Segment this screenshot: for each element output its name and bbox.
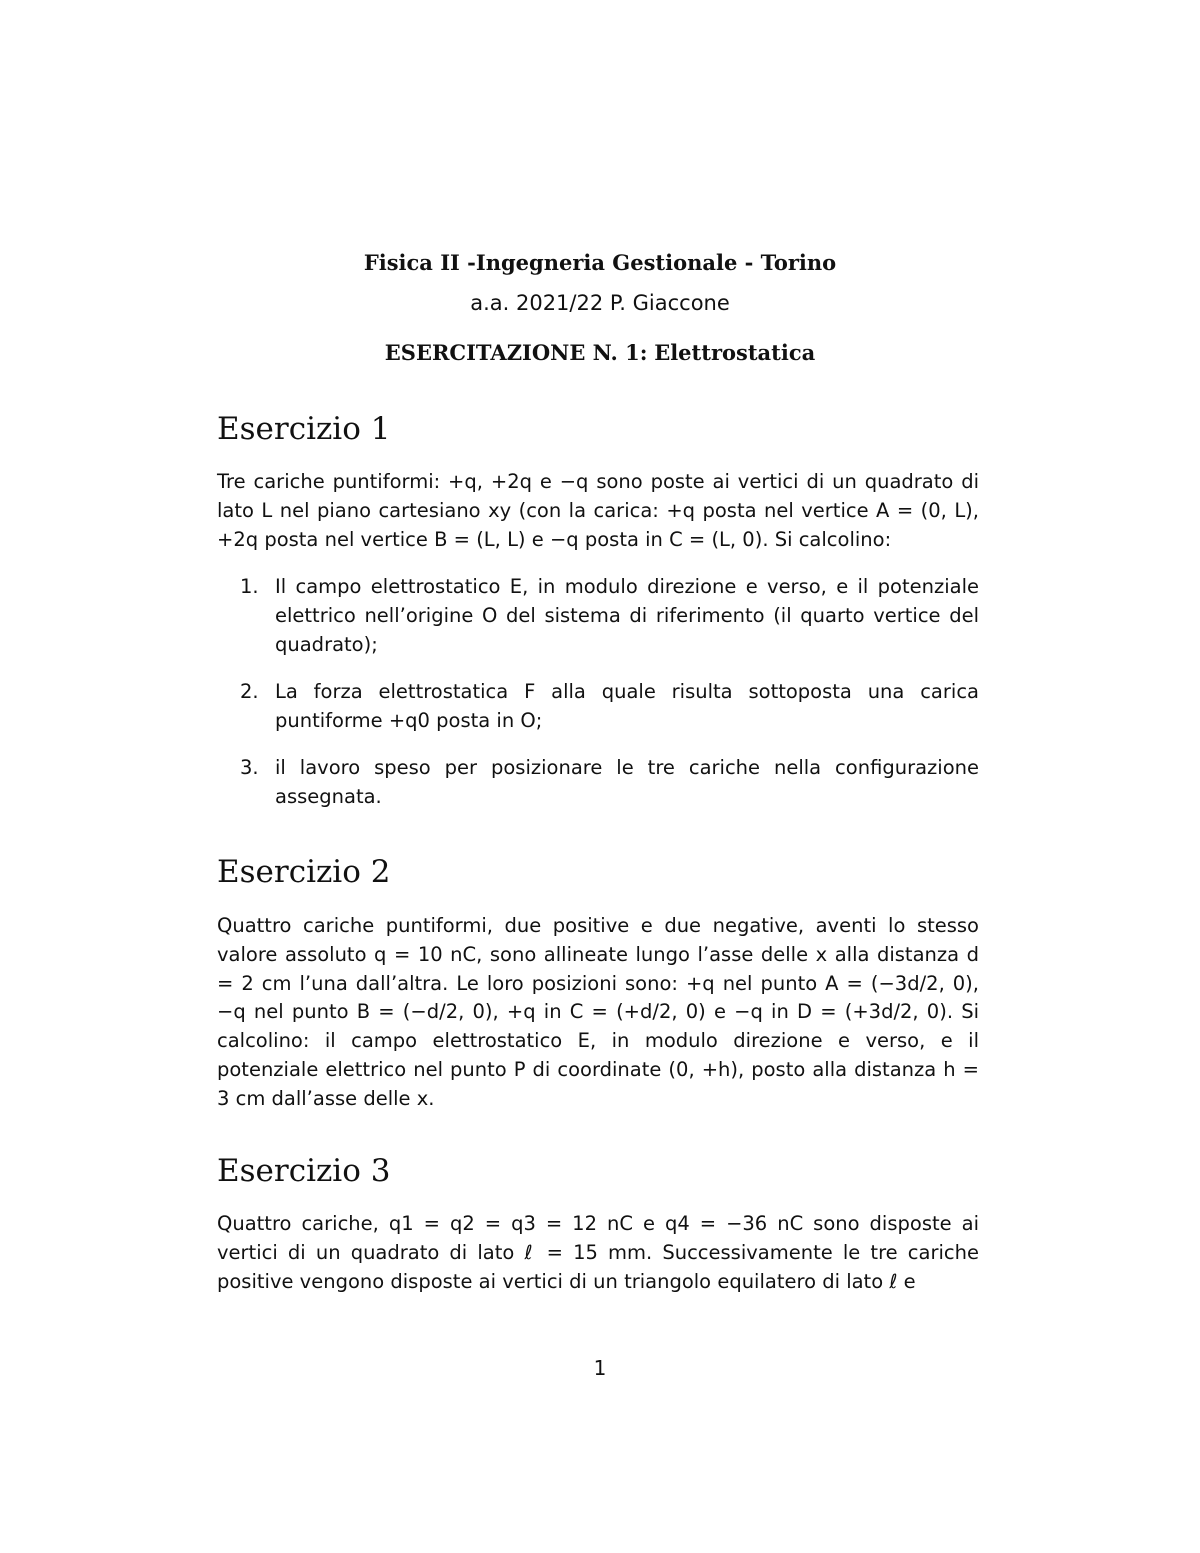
item-number: 3. bbox=[240, 756, 259, 779]
academic-year-author: a.a. 2021/22 P. Giaccone bbox=[470, 291, 730, 315]
exercise-1-item-3 bbox=[240, 754, 979, 812]
exercise-2-text: Quattro cariche puntiformi, due positive e due negative, aventi lo stesso valore assoluto q = 10 nC, sono allineate lungo l’asse delle x alla distanza d = 2 cm l’una dall’altra. Le loro posizioni sono: +q nel punto A = (−3d/2, 0), −q nel punto B = (−d/2, 0), +q in C = (+d/2, 0) e −q in D = (+3d/2, 0). Si calcolino: il campo elettrostatico E, in modulo direzione e verso, e il potenziale elettrico nel punto P di coordinate (0, +h), posto alla distanza h = 3 cm dall’asse delle x. bbox=[217, 914, 979, 1110]
exercise-1-item-2 bbox=[240, 678, 979, 736]
session-heading bbox=[0, 339, 1200, 367]
item-number: 1. bbox=[240, 575, 259, 598]
item-text: La forza elettrostatica F alla quale risulta sottoposta una carica puntiforme +q0 posta in O; bbox=[275, 680, 979, 732]
exercise-1-intro: Tre cariche puntiformi: +q, +2q e −q sono poste ai vertici di un quadrato di lato L nel piano cartesiano xy (con la carica: +q posta nel vertice A = (0, L), +2q posta nel vertice B = (L, L) e −q posta in C = (L, 0). Si calcolino: bbox=[217, 470, 979, 551]
item-text: Il campo elettrostatico E, in modulo direzione e verso, e il potenziale elettrico nell’origine O del sistema di riferimento (il quarto vertice del quadrato); bbox=[275, 575, 979, 656]
course-title: Fisica II -Ingegneria Gestionale - Torino bbox=[363, 250, 837, 275]
item-text: il lavoro speso per posizionare le tre cariche nella configurazione assegnata. bbox=[275, 756, 979, 808]
exercise-2-title: Esercizio 2 bbox=[217, 854, 391, 890]
page-number: 1 bbox=[593, 1356, 607, 1380]
session-topic: Elettrostatica bbox=[654, 340, 816, 365]
exercise-3-text: Quattro cariche, q1 = q2 = q3 = 12 nC e q4 = −36 nC sono disposte ai vertici di un quadrato di lato ℓ = 15 mm. Successivamente le tre cariche positive vengono disposte ai vertici di un triangolo equilatero di lato ℓ e bbox=[217, 1212, 979, 1293]
exercise-1-title: Esercizio 1 bbox=[217, 411, 391, 447]
exercise-1-item-1 bbox=[240, 573, 979, 659]
item-number: 2. bbox=[240, 680, 259, 703]
session-prefix: ESERCITAZIONE N. 1: bbox=[384, 340, 648, 365]
exercise-3-title: Esercizio 3 bbox=[217, 1153, 391, 1189]
